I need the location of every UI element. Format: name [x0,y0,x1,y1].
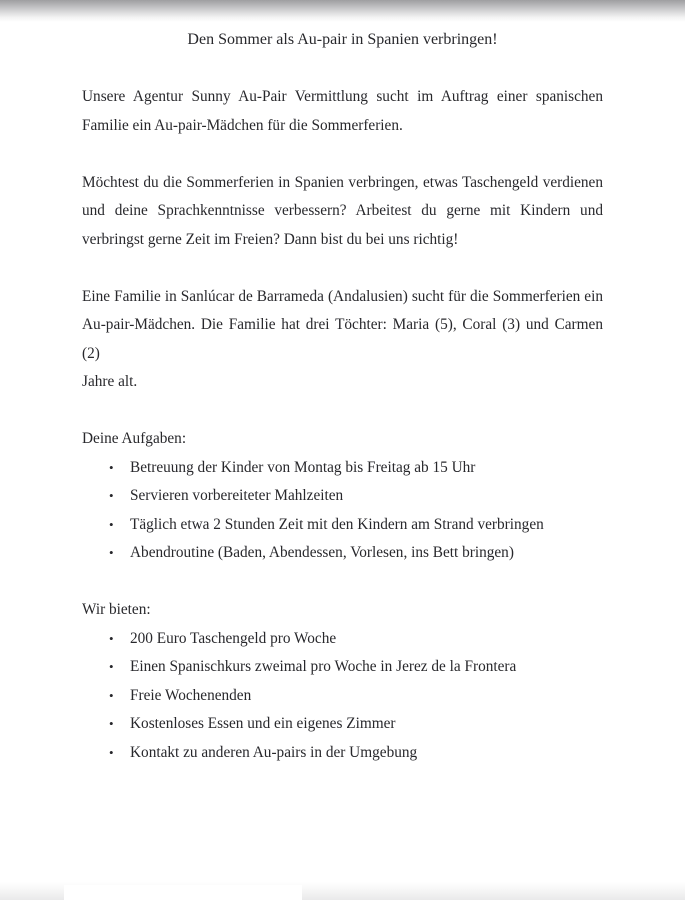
list-item [82,682,603,711]
document-body [82,0,603,767]
bullet-icon: • [109,488,114,503]
list-item [82,454,603,483]
section-heading-offers: Wir bieten: [82,601,151,618]
paragraph-line: Jahre alt. [82,373,138,390]
bullet-icon: • [109,687,114,703]
paragraph-line: Familie ein Au-pair-Mädchen für die Sommerferien. [82,116,403,134]
document-title: Den Sommer als Au-pair in Spanien verbringen! [187,31,498,48]
paragraph-line: Eine Familie in Sanlúcar de Barrameda (Andalusien) sucht für die Sommerferien ein [82,287,603,305]
tasks-list [82,454,603,568]
list-item [82,625,603,654]
section-heading-tasks: Deine Aufgaben: [82,430,187,447]
paragraph-agency [82,83,603,140]
paragraph-line: Möchtest du die Sommerferien in Spanien verbringen, etwas Taschengeld verdienen [82,173,603,191]
list-item [82,539,603,568]
paragraph-line: Unsere Agentur Sunny Au-Pair Vermittlung sucht im Auftrag einer spanischen [82,88,603,105]
paragraph-family [82,283,603,397]
bullet-icon: • [109,459,114,475]
list-item-text: Freie Wochenenden [130,686,252,704]
list-item [82,482,603,511]
page-bottom-edge-shadow [0,882,685,900]
list-item-text: Abendroutine (Baden, Abendessen, Vorlesen, ins Bett bringen) [130,544,514,561]
list-item-text: Kostenloses Essen und ein eigenes Zimmer [130,715,396,732]
paragraph-line: verbringst gerne Zeit im Freien? Dann bist du bei uns richtig! [82,230,459,248]
paragraph-line: Au-pair-Mädchen. Die Familie hat drei Töchter: Maria (5), Coral (3) und Carmen (2) [82,316,603,362]
bullet-icon: • [109,630,114,646]
bullet-icon: • [109,716,114,731]
list-item [82,511,603,540]
list-item-text: Täglich etwa 2 Stunden Zeit mit den Kindern am Strand verbringen [130,515,544,533]
bullet-icon: • [109,545,114,560]
list-item-text: 200 Euro Taschengeld pro Woche [130,629,337,647]
offers-list [82,625,603,768]
bullet-icon: • [109,744,114,760]
bullet-icon: • [109,516,114,532]
list-item [82,710,603,739]
list-item [82,739,603,768]
paragraph-questions [82,169,603,255]
page-bottom-notch [64,885,302,900]
list-item-text: Betreuung der Kinder von Montag bis Freitag ab 15 Uhr [130,458,476,476]
bullet-icon: • [109,659,114,674]
list-item-text: Servieren vorbereiteter Mahlzeiten [130,487,344,504]
list-item-text: Einen Spanischkurs zweimal pro Woche in Jerez de la Frontera [130,658,517,675]
list-item-text: Kontakt zu anderen Au-pairs in der Umgebung [130,743,418,761]
paragraph-line: und deine Sprachkenntnisse verbessern? Arbeitest du gerne mit Kindern und [82,202,603,219]
list-item [82,653,603,682]
